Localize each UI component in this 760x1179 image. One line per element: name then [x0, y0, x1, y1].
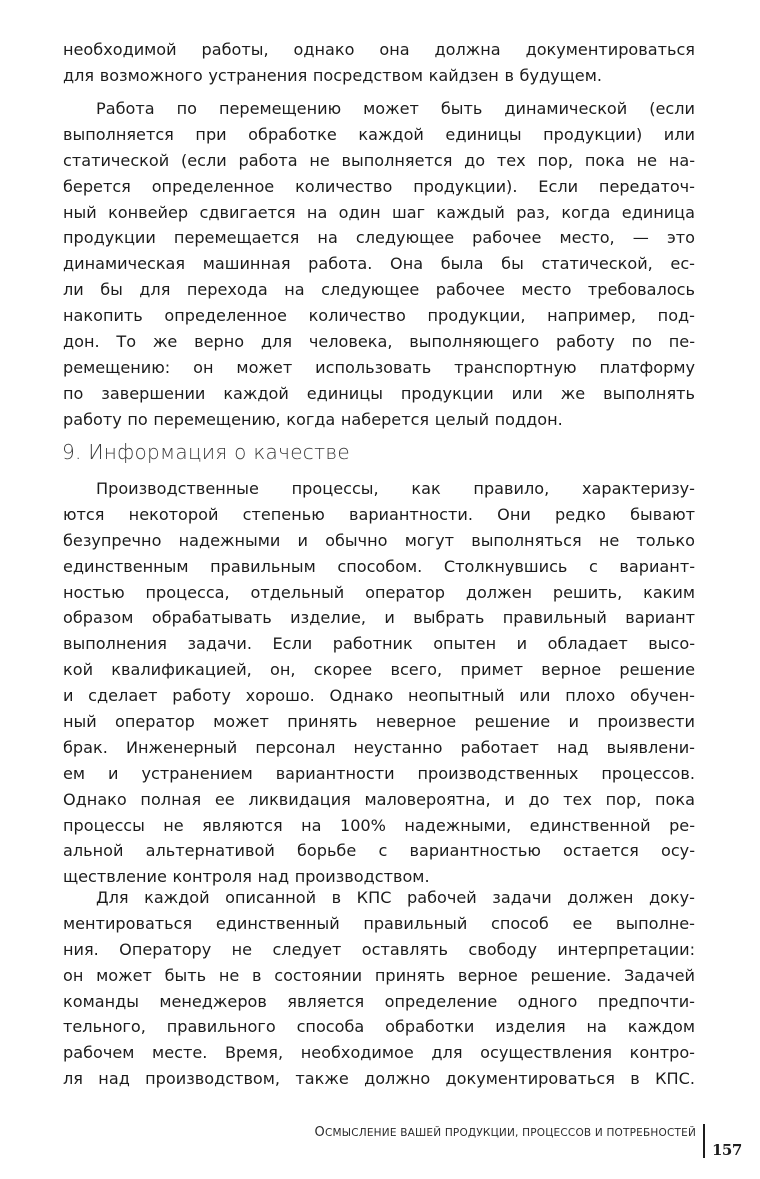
text-line: ремещению: он может использовать транспортную платформу [63, 357, 695, 377]
running-footer-rest: СМЫСЛЕНИЕ ВАШЕЙ ПРОДУКЦИИ, ПРОЦЕССОВ И ПОТРЕБНОСТЕЙ [324, 1127, 696, 1139]
text-line: работу по перемещению, когда наберется целый поддон. [63, 409, 563, 429]
running-footer-title [315, 1125, 696, 1140]
text-line: ются некоторой степенью вариантности. Они редко бывают [63, 504, 695, 524]
text-line: для возможного устранения посредством кайдзен в будущем. [63, 65, 602, 85]
text-line: процессы не являются на 100% надежными, единственной ре- [63, 815, 695, 835]
text-line: продукции перемещается на следующее рабочее место, — это [63, 228, 695, 248]
text-line: накопить определенное количество продукции, например, под- [63, 306, 695, 326]
text-line: тельного, правильного способа обработки изделия на каждом [63, 1017, 695, 1037]
text-line: динамическая машинная работа. Она была бы статической, ес- [63, 254, 695, 274]
text-line: брак. Инженерный персонал неустанно работает над выявлени- [63, 737, 695, 757]
paragraph-quality-variance [63, 476, 695, 890]
text-line: он может быть не в состоянии принять верное решение. Задачей [63, 965, 695, 985]
text-line: статической (если работа не выполняется до тех пор, пока не на- [63, 150, 695, 170]
paragraph-kps-method [63, 885, 695, 1092]
text-line: Производственные процессы, как правило, характеризу- [96, 479, 695, 498]
text-line: Однако полная ее ликвидация маловероятна, и до тех пор, пока [63, 789, 695, 809]
text-line: ментироваться единственный правильный способ ее выполне- [63, 913, 695, 933]
text-line: альной альтернативой борьбе с вариантностью остается осу- [63, 841, 695, 861]
footer-divider [703, 1124, 705, 1158]
running-footer-initial: О [314, 1125, 325, 1140]
paragraph-movement-work [63, 96, 695, 433]
text-line: Для каждой описанной в КПС рабочей задачи должен доку- [96, 888, 695, 907]
text-line: и сделает работу хорошо. Однако неопытный или плохо обучен- [63, 686, 695, 706]
text-line: ный конвейер сдвигается на один шаг каждый раз, когда единица [63, 202, 695, 222]
page-number: 157 [712, 1141, 742, 1159]
text-line: ля над производством, также должно документироваться в КПС. [63, 1069, 695, 1089]
text-line: безупречно надежными и обычно могут выполняться не только [63, 530, 695, 550]
text-line: образом обрабатывать изделие, и выбрать правильный вариант [63, 608, 695, 628]
text-line: ностью процесса, отдельный оператор должен решить, каким [63, 582, 695, 602]
text-line: дон. То же верно для человека, выполняющего работу по пе- [63, 332, 695, 352]
text-line: ния. Оператору не следует оставлять свободу интерпретации: [63, 939, 695, 959]
text-line: необходимой работы, однако она должна документироваться [63, 40, 695, 59]
text-line: берется определенное количество продукции). Если передаточ- [63, 176, 695, 196]
text-line: выполнения задачи. Если работник опытен и обладает высо- [63, 634, 695, 654]
text-line: рабочем месте. Время, необходимое для осуществления контро- [63, 1043, 695, 1063]
section-heading: 9. Информация о качестве [62, 440, 351, 464]
text-line: по завершении каждой единицы продукции или же выполнять [63, 383, 695, 403]
paragraph-continuation [63, 37, 695, 89]
text-line: команды менеджеров является определение одного предпочти- [63, 991, 695, 1011]
text-line: Работа по перемещению может быть динамической (если [96, 99, 695, 118]
text-line: ли бы для перехода на следующее рабочее место требовалось [63, 280, 695, 300]
text-line: ный оператор может принять неверное решение и произвести [63, 712, 695, 732]
text-line: кой квалификацией, он, скорее всего, примет верное решение [63, 660, 695, 680]
text-line: ществление контроля над производством. [63, 867, 430, 887]
text-line: ем и устранением вариантности производственных процессов. [63, 763, 695, 783]
text-line: выполняется при обработке каждой единицы продукции) или [63, 124, 695, 144]
text-line: единственным правильным способом. Столкнувшись с вариант- [63, 556, 695, 576]
